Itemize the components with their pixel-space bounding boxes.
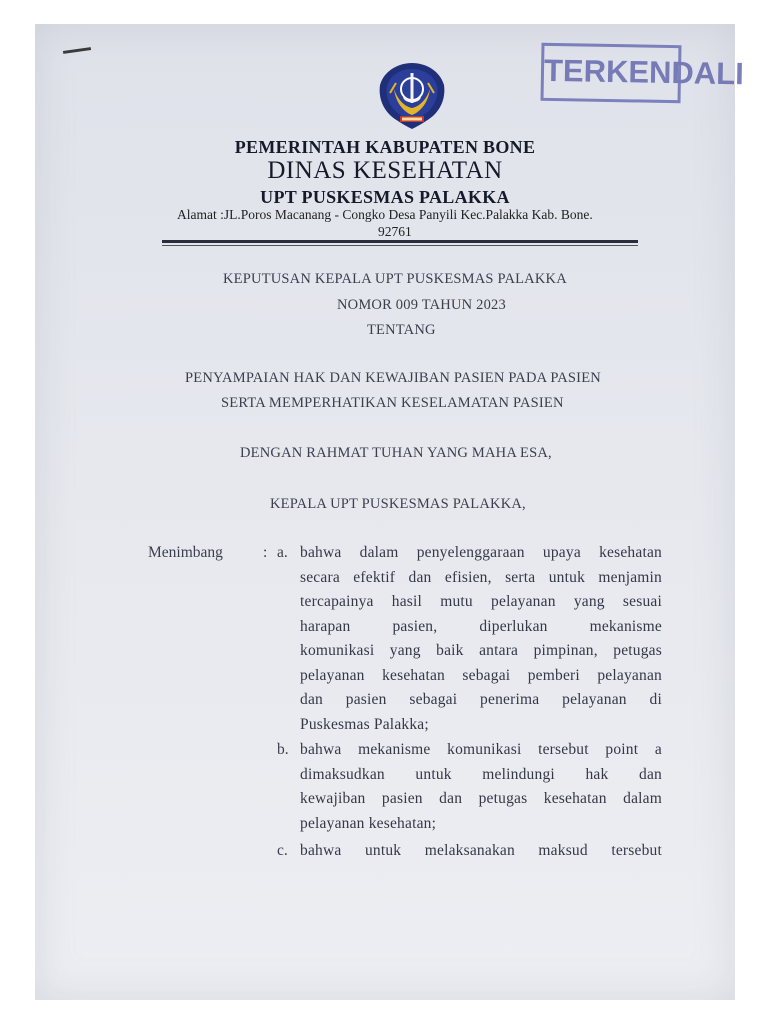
- decree-heading: KEPUTUSAN KEPALA UPT PUSKESMAS PALAKKA: [223, 271, 567, 287]
- text-line: harapan pasien, diperlukan mekanisme: [300, 617, 662, 635]
- text-line: komunikasi yang baik antara pimpinan, petugas: [300, 642, 662, 659]
- pen-mark: [63, 47, 91, 54]
- considering-item-b: [300, 738, 662, 836]
- bone-regency-emblem-icon: [376, 59, 448, 131]
- text-line: bahwa mekanisme komunikasi tersebut point a: [300, 741, 662, 758]
- address-line: Alamat :JL.Poros Macanang - Congko Desa Panyili Kec.Palakka Kab. Bone.: [177, 207, 593, 222]
- text-line: bahwa untuk melaksanakan maksud tersebut: [300, 842, 662, 859]
- document-page: [35, 24, 745, 1000]
- text-line: dimaksudkan untuk melindungi hak dan: [300, 765, 662, 783]
- item-marker: a.: [277, 544, 288, 561]
- text-line: tercapainya hasil mutu pelayanan yang sesuai: [300, 593, 662, 610]
- controlled-stamp: TERKENDALI: [541, 43, 682, 103]
- letterhead-rule-thick: [162, 240, 638, 243]
- postal-code: 92761: [378, 224, 412, 239]
- subject-line-1: PENYAMPAIAN HAK DAN KEWAJIBAN PASIEN PADA PASIEN: [185, 370, 601, 386]
- blessing-line: DENGAN RAHMAT TUHAN YANG MAHA ESA,: [240, 445, 552, 461]
- considering-item-c: [300, 839, 662, 864]
- decree-about: TENTANG: [367, 322, 436, 338]
- text-line: Puskesmas Palakka;: [300, 715, 429, 733]
- decree-number: NOMOR 009 TAHUN 2023: [337, 297, 506, 313]
- official-title: KEPALA UPT PUSKESMAS PALAKKA,: [270, 496, 526, 512]
- item-marker: b.: [277, 741, 289, 758]
- text-line: pelayanan kesehatan;: [300, 814, 437, 832]
- agency-name: DINAS KESEHATAN: [267, 157, 503, 184]
- subject-line-2: SERTA MEMPERHATIKAN KESELAMATAN PASIEN: [221, 395, 564, 411]
- considering-item-a: [300, 541, 662, 737]
- text-line: pelayanan kesehatan sebagai pemberi pelayanan: [300, 666, 662, 684]
- text-line: dan pasien sebagai penerima pelayanan di: [300, 691, 662, 708]
- considering-label: Menimbang: [148, 544, 223, 561]
- text-line: secara efektif dan efisien, serta untuk menjamin: [300, 568, 662, 586]
- unit-name: UPT PUSKESMAS PALAKKA: [260, 187, 510, 207]
- text-line: kewajiban pasien dan petugas kesehatan dalam: [300, 790, 662, 807]
- item-marker: c.: [277, 842, 288, 859]
- text-line: bahwa dalam penyelenggaraan upaya kesehatan: [300, 544, 662, 561]
- considering-colon: :: [263, 544, 268, 561]
- government-name: PEMERINTAH KABUPATEN BONE: [234, 137, 536, 157]
- letterhead-rule-thin: [162, 245, 638, 246]
